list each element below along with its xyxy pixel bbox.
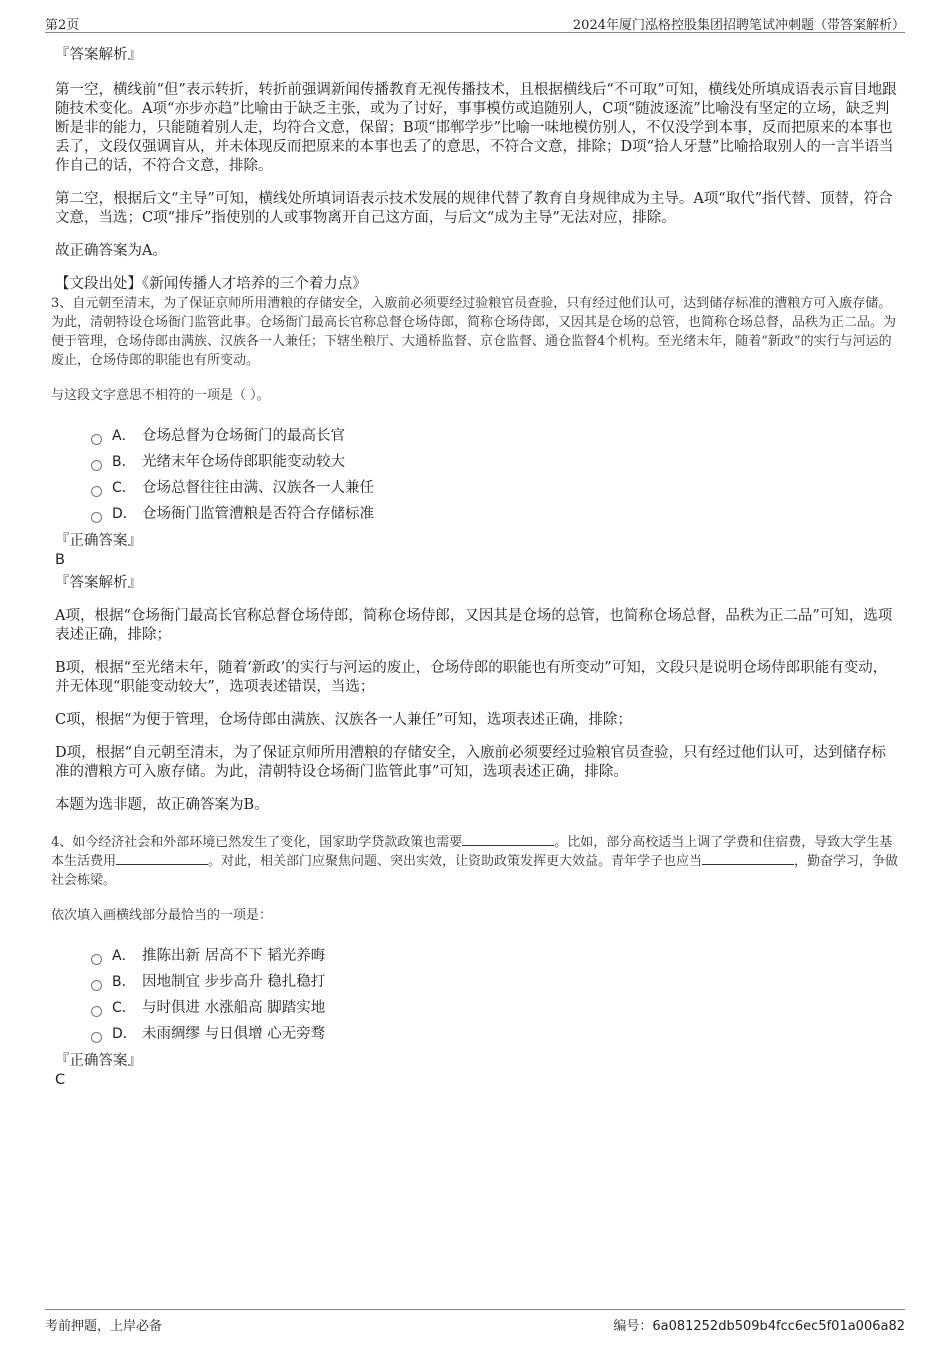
radio-icon[interactable] bbox=[91, 1006, 102, 1017]
option-text: 与时俱进 水涨船高 脚踏实地 bbox=[142, 1000, 326, 1016]
radio-icon[interactable] bbox=[91, 512, 102, 523]
option-d[interactable] bbox=[91, 1021, 900, 1047]
option-text: 光绪末年仓场侍郎职能变动较大 bbox=[142, 454, 345, 470]
radio-icon[interactable] bbox=[91, 954, 102, 965]
analysis-paragraph: 第一空，横线前“但”表示转折，转折前强调新闻传播教育无视传播技术，且根据横线后“不可取”可知，横线处所填成语表示盲目地跟随技术变化。A项“亦步亦趋”比喻由于缺乏主张，或为了讨好，事事模仿或追随别人，C项“随波逐流”比喻没有坚定的立场，缺乏判断是非的能力，只能随着别人走，均符合文意，保留；B项“邯郸学步”比喻一味地模仿别人，不仅没学到本事，反而把原来的本事也丢了，文段仅强调盲从，并未体现反而把原来的本事也丢了的意思，不符合文意，排除；D项“拾人牙慧”比喻拾取别人的一言半语当作自己的话，不符合文意，排除。 bbox=[55, 82, 897, 174]
question-4 bbox=[51, 833, 900, 1047]
page-number: 第2页 bbox=[45, 18, 80, 33]
option-c[interactable] bbox=[91, 995, 900, 1021]
correct-answer: B bbox=[55, 552, 65, 568]
correct-answer-label: 『正确答案』 bbox=[55, 1053, 142, 1069]
question-text: 4、如今经济社会和外部环境已然发生了变化，国家助学贷款政策也需要 。比如，部分高校适当上调了学费和住宿费，导致大学生基本生活费用 。对此，相关部门应聚焦问题、突出实效，让资助政策发挥更大效益。青年学子也应当 ，勤奋学习，争做社会栋梁。 bbox=[51, 835, 899, 888]
option-letter: A． bbox=[112, 428, 136, 444]
page-footer bbox=[45, 1309, 905, 1336]
option-c[interactable] bbox=[91, 475, 900, 501]
option-letter: C． bbox=[112, 480, 136, 496]
fill-blank bbox=[462, 833, 554, 846]
page-header bbox=[45, 12, 905, 33]
option-text: 因地制宜 步步高升 稳扎稳打 bbox=[142, 974, 326, 990]
option-letter: B． bbox=[112, 454, 136, 470]
option-letter: D． bbox=[112, 1026, 137, 1042]
option-letter: D． bbox=[112, 506, 137, 522]
option-b[interactable] bbox=[91, 969, 900, 995]
option-letter: B． bbox=[112, 974, 136, 990]
option-a[interactable] bbox=[91, 943, 900, 969]
question-prompt: 依次填入画横线部分最恰当的一项是： bbox=[51, 908, 273, 923]
question-3 bbox=[51, 294, 900, 527]
option-text: 仓场衙门监管漕粮是否符合存储标准 bbox=[142, 506, 374, 522]
answer-conclusion: 本题为选非题，故正确答案为B。 bbox=[55, 797, 269, 813]
option-text: 仓场总督为仓场衙门的最高长官 bbox=[142, 428, 345, 444]
radio-icon[interactable] bbox=[91, 1032, 102, 1043]
option-text: 推陈出新 居高不下 韬光养晦 bbox=[142, 948, 326, 964]
option-letter: C． bbox=[112, 1000, 136, 1016]
radio-icon[interactable] bbox=[91, 486, 102, 497]
radio-icon[interactable] bbox=[91, 460, 102, 471]
analysis-paragraph: 第二空，根据后文“主导”可知，横线处所填词语表示技术发展的规律代替了教育自身规律成为主导。A项“取代”指代替、顶替，符合文意，当选；C项“排斥”指使别的人或事物离开自己这方面，与后文“成为主导”无法对应，排除。 bbox=[55, 191, 893, 226]
document-title: 2024年厦门泓格控股集团招聘笔试冲刺题（带答案解析） bbox=[572, 18, 905, 33]
option-b[interactable] bbox=[91, 449, 900, 475]
analysis-paragraph: C项，根据“为便于管理，仓场侍郎由满族、汉族各一人兼任”可知，选项表述正确，排除； bbox=[55, 712, 632, 728]
analysis-paragraph: D项，根据“自元朝至清末，为了保证京师所用漕粮的存储安全，入廒前必须要经过验粮官员查验，只有经过他们认可，达到储存标准的漕粮方可入廒存储。为此，清朝特设仓场衙门监管此事”可知，选项表述正确，排除。 bbox=[55, 745, 887, 780]
option-list bbox=[51, 943, 900, 1047]
correct-answer: C bbox=[55, 1072, 66, 1088]
question-3-answer bbox=[55, 531, 900, 815]
option-a[interactable] bbox=[91, 423, 900, 449]
analysis-label: 『答案解析』 bbox=[55, 575, 142, 591]
option-d[interactable] bbox=[91, 501, 900, 527]
question-text: 3、自元朝至清末，为了保证京师所用漕粮的存储安全，入廒前必须要经过验粮官员查验，只有经过他们认可，达到储存标准的漕粮方可入廒存储。为此，清朝特设仓场衙门监管此事。仓场衙门最高长官称总督仓场侍郎，简称仓场侍郎，又因其是仓场的总管，也简称仓场总督，品秩为正二品。为便于管理，仓场侍郎由满族、汉族各一人兼任；下辖坐粮厅、大通桥监督、京仓监督、通仓监督4个机构。至光绪末年，随着“新政”的实行与河运的废止，仓场侍郎的职能也有所变动。 bbox=[51, 296, 897, 368]
option-text: 仓场总督往往由满、汉族各一人兼任 bbox=[142, 480, 374, 496]
analysis-paragraph: A项，根据“仓场衙门最高长官称总督仓场侍郎，简称仓场侍郎，又因其是仓场的总管，也简称仓场总督，品秩为正二品”可知，选项表述正确，排除； bbox=[55, 608, 893, 643]
question-prompt: 与这段文字意思不相符的一项是（ ）。 bbox=[51, 388, 270, 403]
analysis-label: 『答案解析』 bbox=[55, 47, 142, 63]
analysis-paragraph: B项，根据“至光绪末年，随着‘新政’的实行与河运的废止，仓场侍郎的职能也有所变动”可知，文段只是说明仓场侍郎职能有变动，并无体现“职能变动较大”，选项表述错误，当选； bbox=[55, 660, 888, 695]
fill-blank bbox=[702, 852, 794, 865]
fill-blank bbox=[116, 852, 208, 865]
option-list bbox=[51, 423, 900, 527]
document-code-label: 编号： bbox=[613, 1319, 653, 1334]
document-code bbox=[613, 1315, 905, 1334]
radio-icon[interactable] bbox=[91, 434, 102, 445]
footer-slogan: 考前押题，上岸必备 bbox=[45, 1319, 163, 1334]
passage-source: 【文段出处】《新闻传播人才培养的三个着力点》 bbox=[55, 276, 367, 292]
correct-answer-label: 『正确答案』 bbox=[55, 533, 142, 549]
option-letter: A． bbox=[112, 948, 136, 964]
question-4-answer bbox=[55, 1051, 900, 1089]
answer-conclusion: 故正确答案为A。 bbox=[55, 243, 167, 259]
option-text: 未雨绸缪 与日俱增 心无旁骛 bbox=[142, 1026, 326, 1042]
document-code-value: 6a081252db509b4fcc6ec5f01a006a82 bbox=[652, 1319, 905, 1334]
radio-icon[interactable] bbox=[91, 980, 102, 991]
document-body bbox=[51, 45, 900, 1089]
